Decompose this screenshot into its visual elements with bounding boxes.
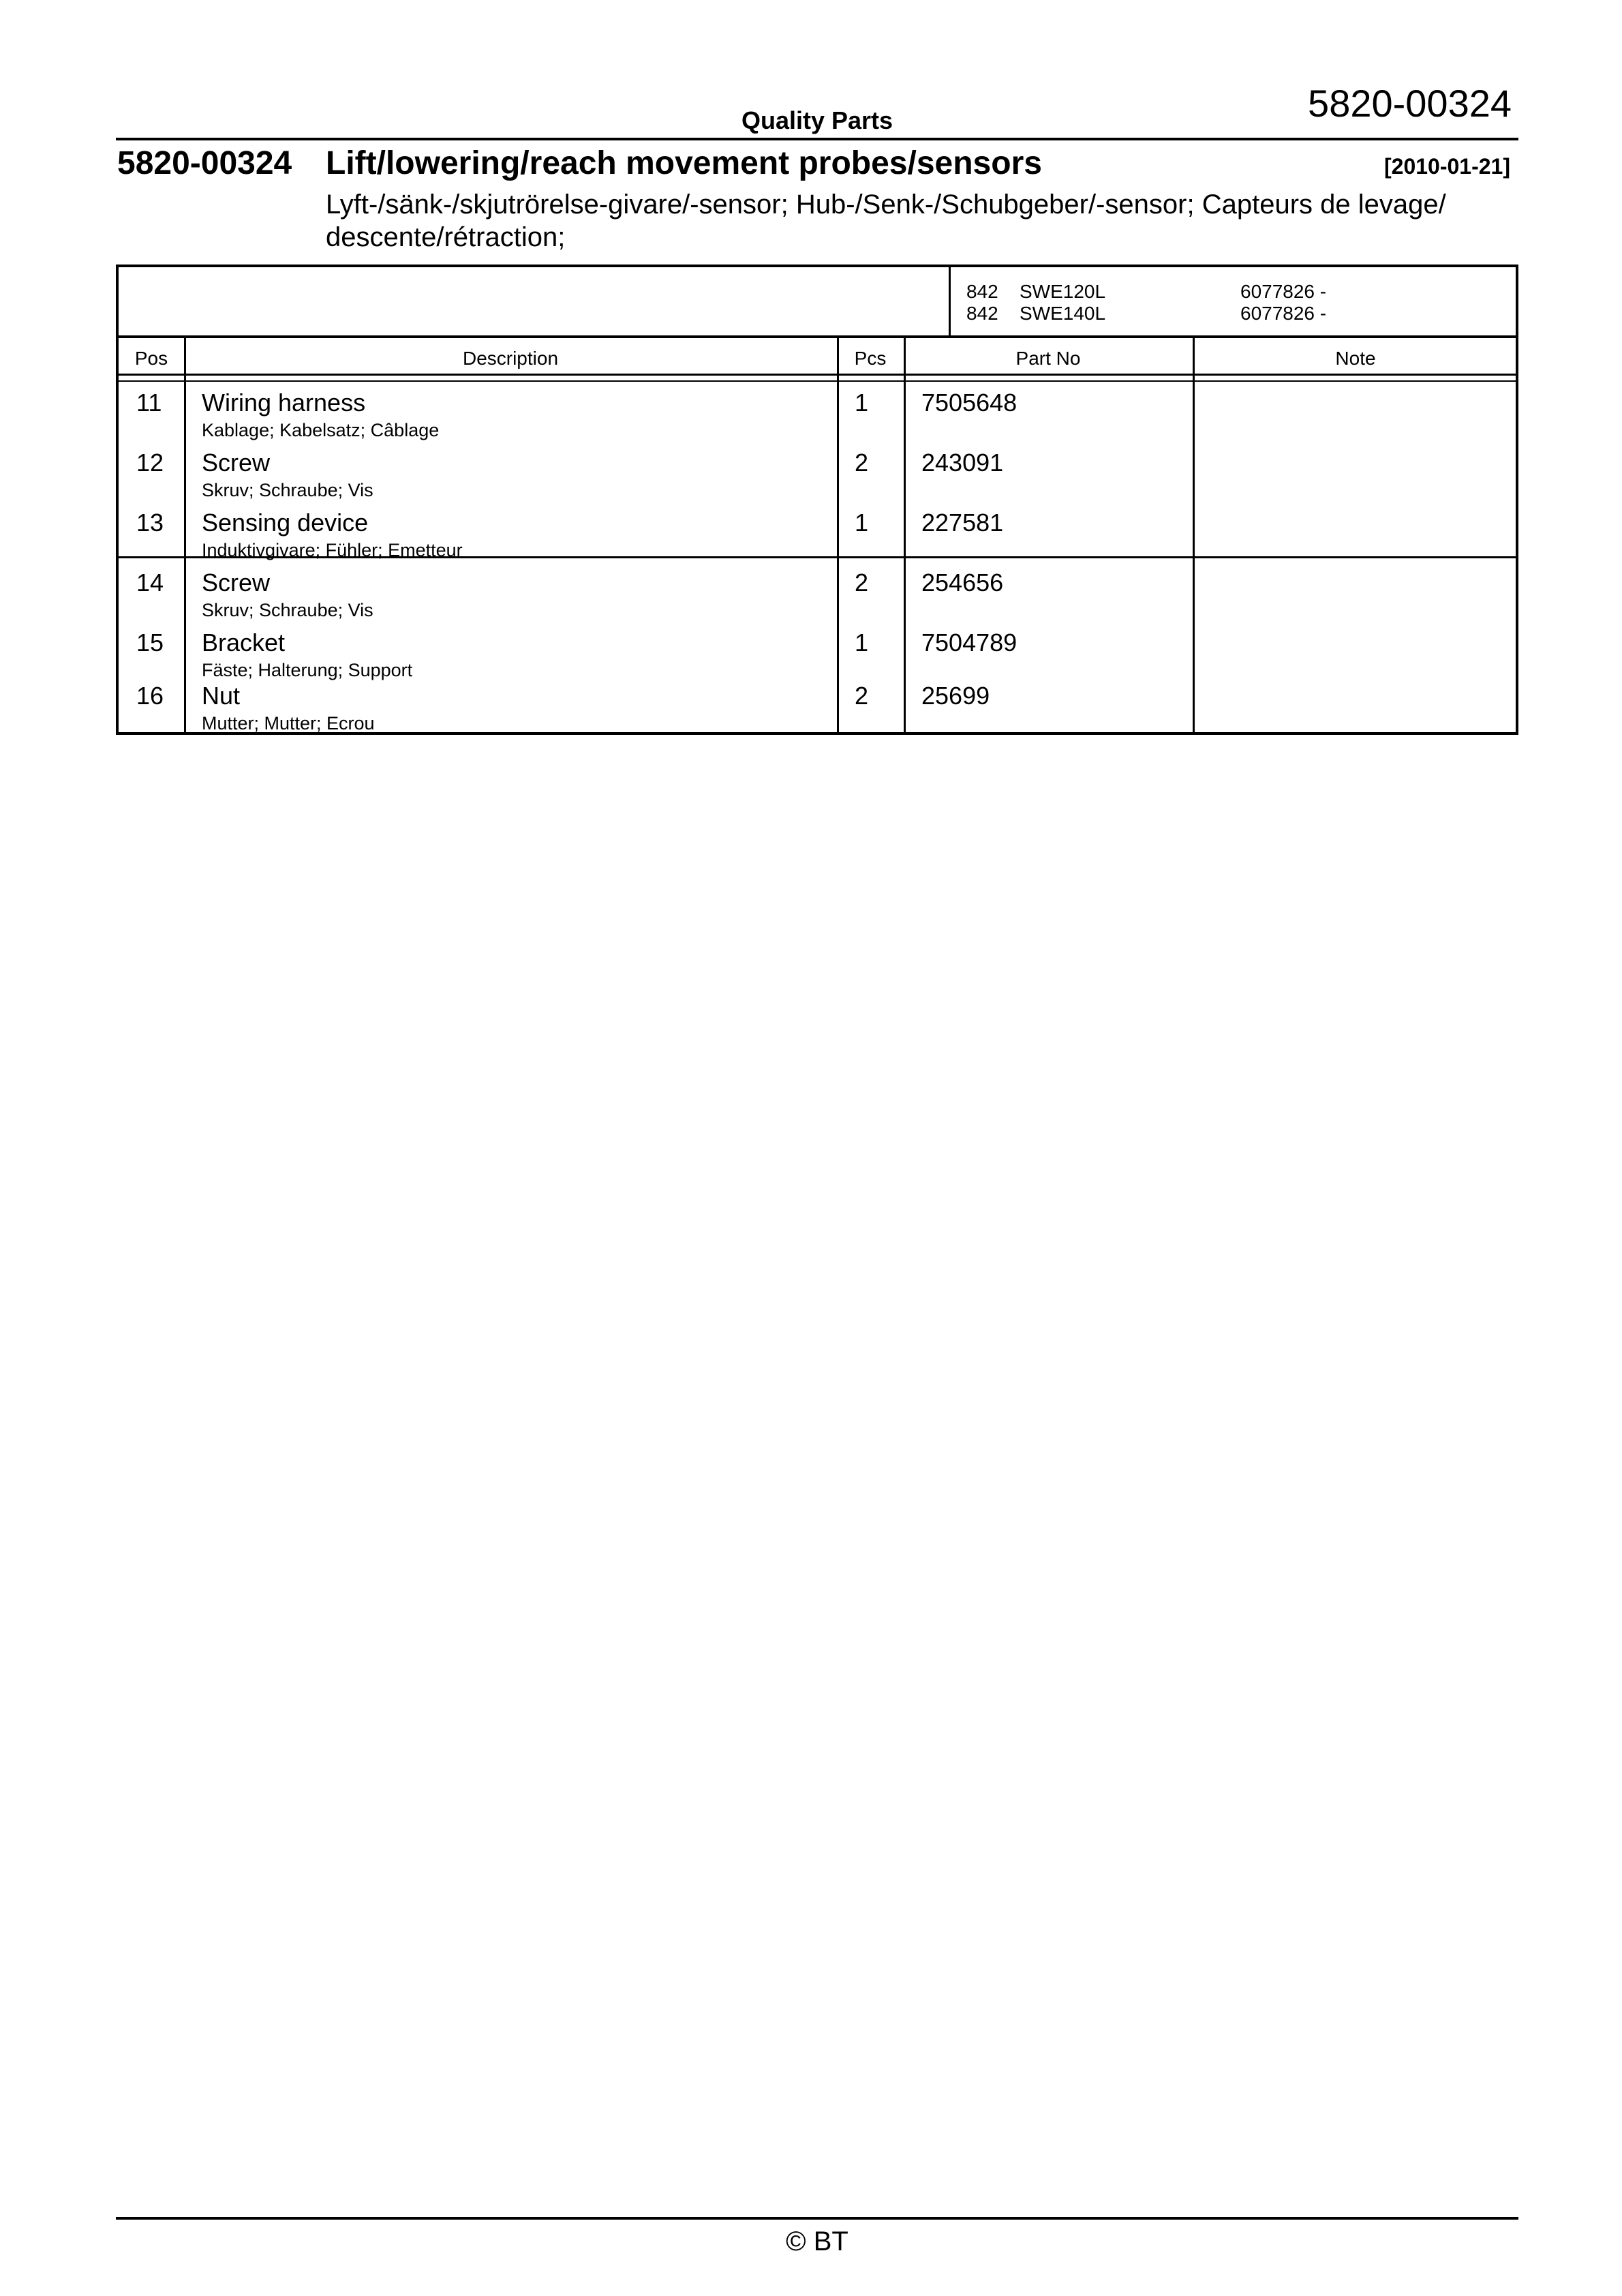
column-header-description: Description	[462, 348, 559, 369]
row-pos: 14	[136, 569, 164, 596]
row-description: Wiring harness	[202, 389, 366, 417]
title-row	[116, 145, 1518, 188]
row-pcs: 1	[855, 509, 869, 537]
row-pos: 13	[136, 509, 164, 537]
table-row	[119, 563, 1516, 623]
header-title: Quality Parts	[741, 106, 893, 134]
row-translations: Induktivgivare; Fühler; Emetteur	[202, 540, 463, 560]
section-subtitle	[326, 188, 1498, 254]
model-line	[966, 281, 1443, 303]
section-code: 5820-00324	[117, 145, 292, 181]
revision-date: [2010-01-21]	[1384, 154, 1510, 179]
row-pos: 11	[136, 389, 162, 417]
row-part-no: 7504789	[921, 629, 1017, 656]
header-doc-number: 5820-00324	[1308, 82, 1512, 125]
row-description: Screw	[202, 569, 271, 596]
column-header-part-no: Part No	[1015, 348, 1081, 369]
row-translations: Skruv; Schraube; Vis	[202, 480, 373, 500]
group-divider	[119, 556, 1516, 558]
parts-table	[116, 265, 1518, 735]
model-line	[966, 303, 1443, 324]
title-block	[116, 145, 1518, 254]
row-part-no: 254656	[921, 569, 1004, 596]
model-code: 842	[966, 281, 998, 302]
model-serial: 6077826 -	[1240, 281, 1327, 302]
row-pos: 16	[136, 682, 164, 710]
row-pcs: 2	[855, 682, 869, 710]
column-header-row	[119, 338, 1516, 376]
row-pcs: 1	[855, 629, 869, 656]
row-pos: 15	[136, 629, 164, 656]
section-title: Lift/lowering/reach movement probes/sensors	[326, 145, 1042, 181]
row-translations: Kablage; Kabelsatz; Câblage	[202, 420, 440, 440]
table-row	[119, 623, 1516, 683]
column-header-note: Note	[1335, 348, 1376, 369]
row-pos: 12	[136, 449, 164, 477]
header-double-rule	[119, 380, 1516, 382]
table-row	[119, 676, 1516, 736]
table-row	[119, 503, 1516, 563]
row-part-no: 243091	[921, 449, 1004, 477]
row-translations: Mutter; Mutter; Ecrou	[202, 713, 375, 734]
subtitle-line-2: descente/rétraction;	[326, 222, 566, 252]
page-footer	[116, 2217, 1518, 2257]
model-serial: 6077826 -	[1240, 303, 1327, 324]
row-pcs: 1	[855, 389, 869, 417]
row-part-no: 25699	[921, 682, 990, 710]
model-applicability-box	[119, 267, 1516, 338]
table-row	[119, 383, 1516, 443]
model-code: 842	[966, 303, 998, 324]
row-description: Nut	[202, 682, 241, 710]
model-list	[966, 281, 1443, 324]
row-description: Screw	[202, 449, 271, 477]
subtitle-line-1: Lyft-/sänk-/skjutrörelse-givare/-sensor; Hub-/Senk-/Schubgeber/-sensor; Capteurs de levage/	[326, 190, 1446, 220]
row-description: Bracket	[202, 629, 286, 656]
copyright-notice: © BT	[786, 2226, 848, 2256]
page-header	[116, 75, 1518, 140]
model-box-divider	[949, 267, 951, 335]
row-translations: Fäste; Halterung; Support	[202, 660, 413, 680]
row-translations: Skruv; Schraube; Vis	[202, 600, 373, 620]
column-header-pcs: Pcs	[854, 348, 887, 369]
row-pcs: 2	[855, 449, 869, 477]
row-description: Sensing device	[202, 509, 369, 537]
column-header-pos: Pos	[134, 348, 168, 369]
table-row	[119, 443, 1516, 503]
model-name: SWE120L	[1020, 281, 1106, 302]
model-name: SWE140L	[1020, 303, 1106, 324]
row-part-no: 7505648	[921, 389, 1017, 417]
row-part-no: 227581	[921, 509, 1004, 537]
row-pcs: 2	[855, 569, 869, 596]
